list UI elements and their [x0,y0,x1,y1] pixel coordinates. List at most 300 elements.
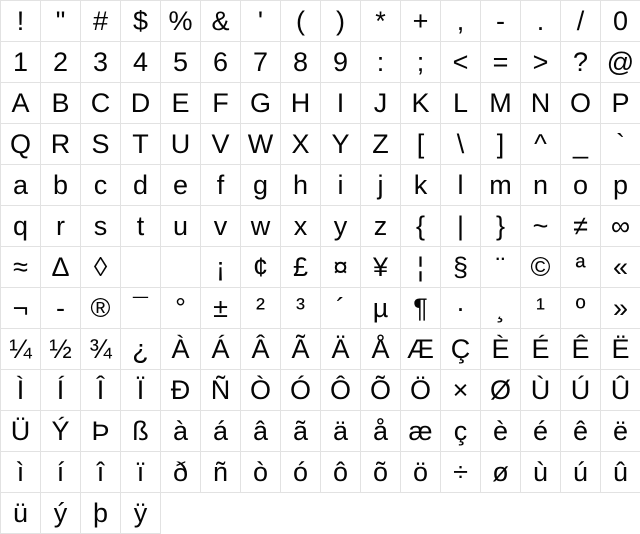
glyph-row [1,206,640,247]
glyph-character: Ô [330,375,351,405]
glyph-character: Ê [571,334,589,364]
glyph-cell[interactable] [1,411,41,452]
glyph-cell[interactable] [201,247,241,288]
glyph-character: l [458,170,464,200]
glyph-cell[interactable] [161,411,201,452]
glyph-character: ´ [336,293,345,323]
glyph-cell[interactable] [441,329,481,370]
glyph-cell[interactable] [41,165,81,206]
glyph-character: è [493,416,508,446]
glyph-character: 9 [333,47,348,77]
glyph-character: 7 [253,47,268,77]
glyph-cell[interactable] [561,1,601,42]
glyph-cell[interactable] [1,452,41,493]
glyph-character: h [293,170,308,200]
glyph-cell[interactable] [401,83,441,124]
glyph-cell[interactable] [361,206,401,247]
void-cell [281,493,321,534]
glyph-cell[interactable] [361,411,401,452]
glyph-cell[interactable] [121,124,161,165]
glyph-character: ú [573,457,588,487]
glyph-character: Y [331,129,349,159]
glyph-cell[interactable] [481,124,521,165]
glyph-character: 1 [13,47,28,77]
glyph-cell[interactable] [1,42,41,83]
glyph-cell[interactable] [601,83,640,124]
glyph-cell[interactable] [41,42,81,83]
glyph-cell[interactable] [81,42,121,83]
glyph-cell[interactable] [601,288,640,329]
glyph-character: + [413,6,429,36]
glyph-character: C [91,88,111,118]
glyph-cell[interactable] [241,42,281,83]
glyph-character: Ä [331,334,349,364]
glyph-cell[interactable] [561,165,601,206]
glyph-cell[interactable] [561,247,601,288]
glyph-character: Ø [490,375,511,405]
glyph-character: @ [607,47,634,77]
glyph-cell[interactable] [1,83,41,124]
void-cell [561,493,601,534]
glyph-cell[interactable] [1,329,41,370]
glyph-cell[interactable] [121,1,161,42]
glyph-cell[interactable] [281,370,321,411]
glyph-cell[interactable] [281,165,321,206]
glyph-cell[interactable] [281,411,321,452]
glyph-character: a [13,170,28,200]
glyph-cell[interactable] [201,452,241,493]
glyph-cell[interactable] [281,42,321,83]
glyph-cell[interactable] [201,165,241,206]
glyph-cell[interactable] [241,83,281,124]
glyph-cell[interactable] [401,165,441,206]
glyph-cell[interactable] [481,1,521,42]
glyph-character: ã [293,416,308,446]
glyph-character: ½ [49,334,72,364]
glyph-cell[interactable] [41,1,81,42]
glyph-character: ¾ [89,334,112,364]
glyph-row [1,165,640,206]
glyph-cell[interactable] [441,452,481,493]
glyph-cell[interactable] [121,206,161,247]
glyph-cell[interactable] [201,370,241,411]
glyph-character: q [13,211,28,241]
glyph-cell[interactable] [561,329,601,370]
glyph-cell[interactable] [481,411,521,452]
glyph-character: N [531,88,551,118]
glyph-cell[interactable] [481,247,521,288]
glyph-character: Ë [611,334,629,364]
glyph-cell[interactable] [121,411,161,452]
glyph-cell[interactable] [121,370,161,411]
glyph-cell[interactable] [361,329,401,370]
glyph-cell[interactable] [321,165,361,206]
glyph-cell[interactable] [281,83,321,124]
glyph-cell[interactable] [521,83,561,124]
glyph-cell[interactable] [321,370,361,411]
glyph-cell[interactable] [81,411,121,452]
glyph-character: ¹ [536,293,545,323]
glyph-cell[interactable] [481,83,521,124]
glyph-cell[interactable] [561,83,601,124]
glyph-cell[interactable] [241,165,281,206]
glyph-character: Õ [370,375,391,405]
glyph-cell[interactable] [521,42,561,83]
glyph-cell[interactable] [161,206,201,247]
glyph-cell[interactable] [361,247,401,288]
glyph-cell[interactable] [401,42,441,83]
glyph-character: d [133,170,148,200]
glyph-character: ý [54,498,68,528]
glyph-cell[interactable] [401,206,441,247]
glyph-cell[interactable] [361,124,401,165]
glyph-character: ° [175,293,186,323]
glyph-character: Û [611,375,631,405]
glyph-cell[interactable] [161,288,201,329]
glyph-character: ≠ [573,211,588,241]
glyph-cell[interactable] [321,83,361,124]
glyph-character: Ó [290,375,311,405]
glyph-cell[interactable] [121,493,161,534]
glyph-character: ¼ [9,334,32,364]
glyph-cell[interactable] [201,42,241,83]
glyph-cell[interactable] [161,329,201,370]
glyph-character: æ [408,416,432,446]
glyph-row [1,452,640,493]
glyph-cell[interactable] [441,1,481,42]
glyph-cell[interactable] [41,493,81,534]
glyph-cell[interactable] [361,288,401,329]
glyph-cell[interactable] [601,42,640,83]
glyph-cell[interactable] [161,42,201,83]
void-cell [441,493,481,534]
glyph-character: Ç [451,334,471,364]
glyph-cell[interactable] [81,124,121,165]
glyph-cell[interactable] [41,247,81,288]
glyph-cell[interactable] [601,370,640,411]
void-cell [481,493,521,534]
glyph-character: 4 [133,47,148,77]
glyph-cell[interactable] [81,206,121,247]
glyph-cell[interactable] [281,329,321,370]
glyph-cell[interactable] [81,370,121,411]
glyph-row [1,288,640,329]
glyph-cell[interactable] [81,452,121,493]
glyph-character: ç [454,416,468,446]
glyph-cell[interactable] [601,206,640,247]
glyph-character: ¸ [496,293,505,323]
glyph-character: Ü [11,416,31,446]
glyph-cell[interactable] [241,288,281,329]
glyph-character: _ [573,129,588,159]
glyph-cell[interactable] [81,288,121,329]
glyph-cell[interactable] [481,370,521,411]
glyph-character: % [168,6,192,36]
glyph-cell[interactable] [241,124,281,165]
glyph-cell[interactable] [441,288,481,329]
glyph-cell[interactable] [481,206,521,247]
glyph-cell[interactable] [481,165,521,206]
void-cell [401,493,441,534]
glyph-cell[interactable] [321,42,361,83]
glyph-cell[interactable] [361,452,401,493]
glyph-character: S [91,129,109,159]
glyph-cell[interactable] [201,124,241,165]
glyph-row [1,42,640,83]
glyph-cell[interactable] [521,247,561,288]
glyph-character: B [51,88,69,118]
glyph-character: É [531,334,549,364]
glyph-character: * [375,6,386,36]
glyph-cell[interactable] [521,206,561,247]
glyph-cell[interactable] [481,452,521,493]
glyph-character: Ñ [211,375,231,405]
empty-glyph-cell[interactable] [121,247,161,288]
glyph-cell[interactable] [1,493,41,534]
glyph-cell[interactable] [401,124,441,165]
glyph-cell[interactable] [521,1,561,42]
glyph-cell[interactable] [401,247,441,288]
glyph-character: ; [417,47,425,77]
glyph-cell[interactable] [121,165,161,206]
glyph-cell[interactable] [321,1,361,42]
glyph-cell[interactable] [561,370,601,411]
glyph-cell[interactable] [321,206,361,247]
glyph-cell[interactable] [401,411,441,452]
glyph-cell[interactable] [241,370,281,411]
glyph-cell[interactable] [601,124,640,165]
glyph-cell[interactable] [561,124,601,165]
glyph-cell[interactable] [361,370,401,411]
glyph-cell[interactable] [201,83,241,124]
glyph-character: þ [93,498,108,528]
glyph-character: » [613,293,628,323]
glyph-cell[interactable] [281,247,321,288]
glyph-cell[interactable] [361,83,401,124]
glyph-cell[interactable] [81,165,121,206]
glyph-cell[interactable] [241,329,281,370]
glyph-cell[interactable] [441,411,481,452]
glyph-character: \ [457,129,465,159]
glyph-cell[interactable] [481,288,521,329]
glyph-character: ä [333,416,348,446]
glyph-cell[interactable] [161,1,201,42]
glyph-cell[interactable] [281,452,321,493]
glyph-character: s [94,211,108,241]
glyph-cell[interactable] [241,1,281,42]
glyph-cell[interactable] [241,452,281,493]
glyph-cell[interactable] [81,493,121,534]
glyph-character: t [137,211,145,241]
glyph-cell[interactable] [561,411,601,452]
glyph-cell[interactable] [281,288,321,329]
glyph-cell[interactable] [241,247,281,288]
glyph-cell[interactable] [1,288,41,329]
glyph-cell[interactable] [441,83,481,124]
glyph-cell[interactable] [561,206,601,247]
glyph-cell[interactable] [441,370,481,411]
glyph-cell[interactable] [601,247,640,288]
glyph-cell[interactable] [321,411,361,452]
glyph-cell[interactable] [401,452,441,493]
glyph-cell[interactable] [601,1,640,42]
glyph-character: ß [132,416,149,446]
glyph-cell[interactable] [121,83,161,124]
glyph-cell[interactable] [41,124,81,165]
glyph-character: « [613,252,628,282]
glyph-cell[interactable] [601,165,640,206]
glyph-cell[interactable] [41,411,81,452]
glyph-character: y [334,211,348,241]
glyph-cell[interactable] [121,42,161,83]
glyph-cell[interactable] [401,1,441,42]
glyph-cell[interactable] [321,288,361,329]
glyph-cell[interactable] [481,329,521,370]
glyph-cell[interactable] [561,288,601,329]
glyph-character: î [97,457,105,487]
glyph-cell[interactable] [401,329,441,370]
glyph-cell[interactable] [601,411,640,452]
glyph-cell[interactable] [41,83,81,124]
glyph-cell[interactable] [361,165,401,206]
glyph-cell[interactable] [201,411,241,452]
glyph-cell[interactable] [161,124,201,165]
glyph-cell[interactable] [121,452,161,493]
glyph-character: × [453,375,469,405]
glyph-row [1,247,640,288]
glyph-cell[interactable] [281,1,321,42]
glyph-cell[interactable] [1,247,41,288]
glyph-character: ¿ [132,334,149,364]
glyph-cell[interactable] [521,124,561,165]
glyph-cell[interactable] [1,165,41,206]
glyph-character: X [291,129,309,159]
glyph-character: ² [256,293,265,323]
glyph-character: O [570,88,591,118]
glyph-cell[interactable] [321,329,361,370]
glyph-character: - [496,6,505,36]
glyph-cell[interactable] [81,329,121,370]
glyph-cell[interactable] [601,452,640,493]
glyph-character: 0 [613,6,628,36]
glyph-cell[interactable] [281,124,321,165]
glyph-cell[interactable] [281,206,321,247]
glyph-cell[interactable] [561,42,601,83]
glyph-character: 2 [53,47,68,77]
glyph-character: p [613,170,628,200]
glyph-cell[interactable] [81,1,121,42]
glyph-cell[interactable] [201,329,241,370]
glyph-cell[interactable] [441,42,481,83]
glyph-cell[interactable] [1,124,41,165]
glyph-cell[interactable] [1,1,41,42]
glyph-cell[interactable] [481,42,521,83]
glyph-character: ± [213,293,228,323]
glyph-character: ù [533,457,548,487]
glyph-character: È [491,334,509,364]
glyph-character: E [171,88,189,118]
glyph-character: ÿ [134,498,148,528]
glyph-character: Ö [410,375,431,405]
glyph-cell[interactable] [201,1,241,42]
glyph-cell[interactable] [361,1,401,42]
glyph-character: â [253,416,268,446]
glyph-character: 6 [213,47,228,77]
empty-glyph-cell[interactable] [161,247,201,288]
glyph-character: Ù [531,375,551,405]
glyph-cell[interactable] [521,452,561,493]
glyph-cell[interactable] [441,247,481,288]
glyph-character: & [211,6,229,36]
glyph-character: i [338,170,344,200]
glyph-cell[interactable] [121,288,161,329]
glyph-cell[interactable] [41,370,81,411]
glyph-cell[interactable] [321,124,361,165]
glyph-cell[interactable] [41,288,81,329]
glyph-cell[interactable] [81,247,121,288]
glyph-cell[interactable] [321,452,361,493]
glyph-cell[interactable] [41,329,81,370]
glyph-cell[interactable] [441,124,481,165]
glyph-character: ¯ [133,293,148,323]
glyph-character: e [173,170,188,200]
glyph-cell[interactable] [201,288,241,329]
glyph-row [1,124,640,165]
glyph-cell[interactable] [81,83,121,124]
glyph-cell[interactable] [241,206,281,247]
glyph-cell[interactable] [241,411,281,452]
glyph-cell[interactable] [1,370,41,411]
glyph-character: ~ [533,211,549,241]
glyph-character: ¨ [496,252,505,282]
glyph-cell[interactable] [601,329,640,370]
glyph-cell[interactable] [161,370,201,411]
glyph-cell[interactable] [161,165,201,206]
glyph-character: ø [492,457,509,487]
glyph-cell[interactable] [401,288,441,329]
glyph-character: ê [573,416,588,446]
glyph-character: b [53,170,68,200]
glyph-character: ^ [534,129,547,159]
glyph-cell[interactable] [321,247,361,288]
glyph-cell[interactable] [201,206,241,247]
glyph-cell[interactable] [521,370,561,411]
glyph-character: Ý [51,416,69,446]
glyph-cell[interactable] [361,42,401,83]
glyph-cell[interactable] [521,411,561,452]
glyph-character: - [56,293,65,323]
glyph-cell[interactable] [441,165,481,206]
glyph-cell[interactable] [521,288,561,329]
glyph-cell[interactable] [41,206,81,247]
glyph-row [1,493,640,534]
glyph-cell[interactable] [441,206,481,247]
glyph-character: = [493,47,509,77]
glyph-cell[interactable] [121,329,161,370]
glyph-cell[interactable] [401,370,441,411]
glyph-cell[interactable] [41,452,81,493]
glyph-cell[interactable] [521,165,561,206]
glyph-cell[interactable] [161,83,201,124]
glyph-cell[interactable] [561,452,601,493]
glyph-cell[interactable] [521,329,561,370]
glyph-character: k [414,170,428,200]
glyph-cell[interactable] [1,206,41,247]
glyph-character: Þ [91,416,109,446]
glyph-character: g [253,170,268,200]
glyph-cell[interactable] [161,452,201,493]
glyph-character: Ì [17,375,25,405]
